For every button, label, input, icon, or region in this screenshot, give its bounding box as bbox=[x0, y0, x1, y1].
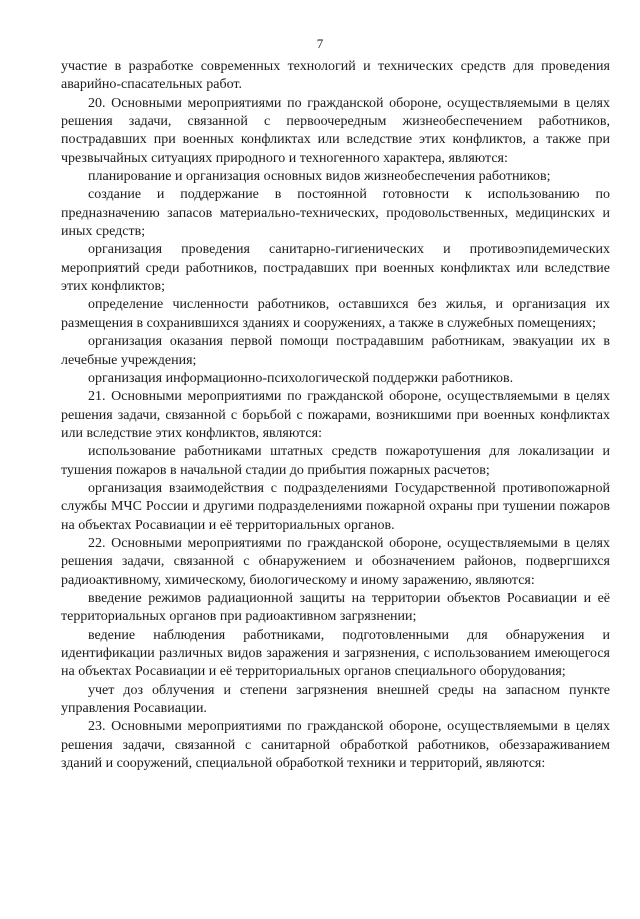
paragraph: 20. Основными мероприятиями по гражданской обороне, осуществляемыми в целях решения задачи, связанной с первоочередным жизнеобеспечением работников, пострадавших при военных конфликтах или вследствие этих конфликтов, а также при чрезвычайных ситуациях природного и техногенного характера, являются: bbox=[61, 95, 610, 166]
paragraph: 23. Основными мероприятиями по гражданской обороне, осуществляемыми в целях решения задачи, связанной с санитарной обработкой работников, обеззараживанием зданий и сооружений, специальной обработкой техники и территорий, являются: bbox=[61, 719, 610, 772]
paragraph: создание и поддержание в постоянной готовности к использованию по предназначению запасов материально-технических, продовольственных, медицинских и иных средств; bbox=[61, 187, 610, 240]
paragraph: ведение наблюдения работниками, подготовленными для обнаружения и идентификации различных видов заражения и загрязнения, с использованием имеющегося на объектах Росавиации и её территориальных органов специального оборудования; bbox=[61, 627, 610, 680]
paragraph: использование работниками штатных средств пожаротушения для локализации и тушения пожаров в начальной стадии до прибытия пожарных расчетов; bbox=[61, 444, 610, 478]
paragraph: определение численности работников, оставшихся без жилья, и организация их размещения в сохранившихся зданиях и сооружениях, а также в служебных помещениях; bbox=[61, 297, 610, 331]
paragraph: планирование и организация основных видов жизнеобеспечения работников; bbox=[88, 169, 551, 185]
paragraph: организация информационно-психологической поддержки работников. bbox=[88, 370, 514, 386]
page-number: 7 bbox=[316, 36, 324, 51]
paragraph: участие в разработке современных технологий и технических средств для проведения аварийно-спасательных работ. bbox=[61, 59, 610, 93]
paragraph: введение режимов радиационной защиты на территории объектов Росавиации и её территориальных органов при радиоактивном загрязнении; bbox=[61, 590, 610, 625]
paragraph: 22. Основными мероприятиями по гражданской обороне, осуществляемыми в целях решения задачи, связанной с обнаружением и обозначением районов, подвергшихся радиоактивному, химическому, биологическому и иному заражению, являются: bbox=[61, 535, 610, 588]
paragraph: учет доз облучения и степени загрязнения внешней среды на запасном пункте управления Росавиации. bbox=[61, 682, 610, 717]
document-body bbox=[61, 58, 610, 773]
paragraph: организация оказания первой помощи пострадавшим работникам, эвакуации их в лечебные учреждения; bbox=[61, 334, 610, 368]
paragraph: 21. Основными мероприятиями по гражданской обороне, осуществляемыми в целях решения задачи, связанной с борьбой с пожарами, возникшими при военных конфликтах или вследствие этих конфликтов, являются: bbox=[61, 389, 610, 441]
paragraph: организация взаимодействия с подразделениями Государственной противопожарной службы МЧС России и другими подразделениями пожарной охраны при тушении пожаров на объектах Росавиации и её территориальных органов. bbox=[61, 480, 610, 533]
paragraph: организация проведения санитарно-гигиенических и противоэпидемических мероприятий среди работников, пострадавших при военных конфликтах или вследствие этих конфликтов; bbox=[61, 242, 610, 295]
